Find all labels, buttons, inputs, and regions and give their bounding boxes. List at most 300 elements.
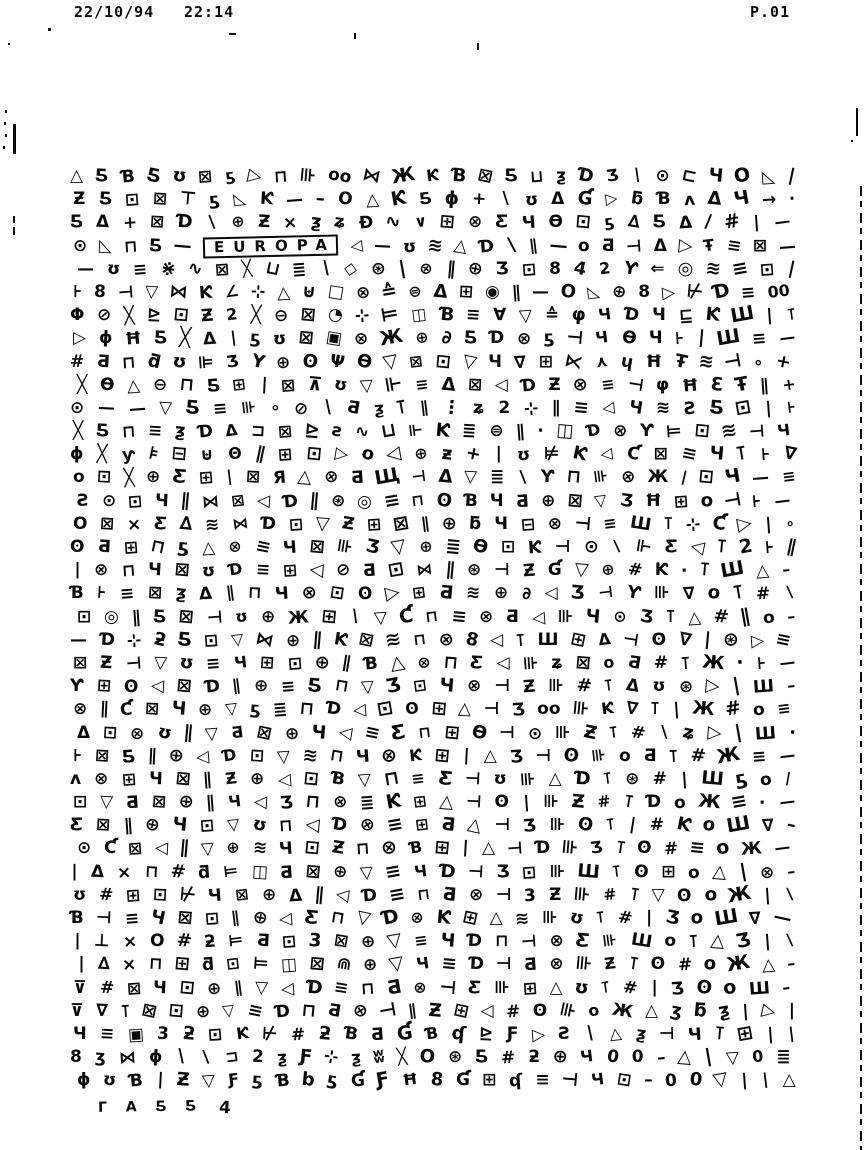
cipher-glyph: ⊞ xyxy=(482,1070,497,1091)
cipher-glyph: × xyxy=(121,954,138,976)
cipher-glyph: ∣ xyxy=(73,931,82,952)
cipher-glyph: 8 xyxy=(93,281,107,303)
cipher-glyph: ▷ xyxy=(531,1024,546,1046)
cipher-glyph: # xyxy=(616,907,634,929)
cipher-glyph: Ħ xyxy=(401,1070,419,1091)
cipher-glyph: ƺ xyxy=(276,1047,288,1069)
cipher-glyph: Ɗ xyxy=(646,792,662,813)
cipher-glyph: ≡ xyxy=(599,374,616,395)
cipher-glyph: — xyxy=(548,234,569,257)
cipher-glyph: 00 xyxy=(766,281,791,303)
cipher-glyph: b xyxy=(300,1069,316,1092)
cipher-glyph: ⊠ xyxy=(127,838,144,860)
cipher-glyph: ⊡ xyxy=(733,395,754,421)
cipher-glyph: ʊ xyxy=(171,164,188,188)
cipher-glyph: Ƶ xyxy=(330,837,346,860)
cipher-glyph: ≡ xyxy=(725,234,743,257)
cipher-glyph: ∣ xyxy=(224,467,235,488)
cipher-glyph: ⊠ xyxy=(178,605,196,628)
cipher-row xyxy=(70,162,799,189)
cipher-glyph: ⇐ xyxy=(650,258,665,279)
cipher-glyph: ⊡ xyxy=(434,350,452,373)
cipher-glyph: Ƌ xyxy=(601,235,615,256)
cipher-glyph: ⊞ xyxy=(411,583,427,604)
cipher-glyph: ʑ xyxy=(551,652,563,673)
cipher-glyph: Ƹ xyxy=(467,977,483,998)
cipher-glyph: ʘ xyxy=(70,537,85,557)
cipher-glyph: ƻ xyxy=(181,1022,196,1046)
cipher-glyph: ∇ xyxy=(682,583,696,605)
cipher-glyph: Ч xyxy=(274,583,290,605)
cipher-glyph: Ɗ xyxy=(176,210,194,234)
cipher-glyph: 3 xyxy=(523,885,537,907)
cipher-glyph: ⊣ xyxy=(117,282,135,304)
cipher-glyph: ∙ xyxy=(734,651,746,675)
cipher-glyph: ⊪ xyxy=(542,908,558,928)
cipher-glyph: Ɓ xyxy=(330,767,347,790)
cipher-glyph: × xyxy=(126,514,143,536)
cipher-glyph: Ƨ xyxy=(683,398,697,420)
cipher-glyph: ⊪ xyxy=(543,792,559,813)
cipher-glyph: ⊗ xyxy=(468,884,484,906)
cipher-glyph: Ƽ xyxy=(153,327,168,349)
cipher-glyph: ʊ xyxy=(234,606,249,627)
cipher-glyph: ƺ xyxy=(174,582,187,605)
cipher-glyph: Ɗ xyxy=(379,905,401,931)
cipher-glyph: Ч xyxy=(439,674,456,698)
cipher-glyph: ⊩ xyxy=(383,372,405,398)
cipher-glyph: — xyxy=(373,235,392,256)
cipher-glyph: ⊠ xyxy=(230,490,246,511)
cipher-glyph: ⊕ xyxy=(177,790,195,814)
cipher-glyph: ⋒ xyxy=(335,953,353,976)
cipher-glyph: ≡ xyxy=(280,676,297,698)
cipher-glyph: ∖ xyxy=(320,396,336,420)
cipher-row xyxy=(70,466,796,489)
cipher-glyph: ◁ xyxy=(531,607,546,628)
cipher-glyph: △ xyxy=(489,908,503,928)
cipher-glyph: ⋈ xyxy=(117,1047,137,1069)
cipher-glyph: Ж xyxy=(740,838,763,861)
cipher-glyph: Ƙ xyxy=(332,628,349,651)
cipher-glyph: # xyxy=(712,605,730,628)
cipher-glyph: Θ xyxy=(227,444,243,465)
cipher-glyph: ∣ xyxy=(494,444,503,465)
cipher-glyph: ∥ xyxy=(551,397,561,418)
cipher-glyph: ⊠ xyxy=(149,212,165,233)
cipher-glyph: – xyxy=(781,560,792,580)
cipher-glyph: ⊣ xyxy=(494,815,511,836)
scan-noise-bar xyxy=(13,216,15,223)
cipher-glyph: ⊦ xyxy=(764,537,775,559)
cipher-glyph: ≡ xyxy=(440,953,458,976)
cipher-glyph: Ɓ xyxy=(128,1070,144,1092)
cipher-glyph: ∖ xyxy=(783,583,797,604)
cipher-glyph: Ч xyxy=(488,351,502,372)
cipher-glyph: Ɓ xyxy=(656,189,671,210)
cipher-glyph: ≡ xyxy=(384,812,405,838)
cipher-glyph: Ч xyxy=(355,746,371,768)
cipher-glyph: Ħ xyxy=(645,351,663,372)
cipher-glyph: ∥ xyxy=(99,699,109,720)
cipher-glyph: ⊗ xyxy=(354,282,371,304)
cipher-glyph: △ xyxy=(126,375,142,397)
scan-noise-dot xyxy=(48,28,51,31)
cipher-glyph: Ƽ xyxy=(652,212,666,233)
cipher-glyph: Ж xyxy=(647,467,669,488)
cipher-glyph: ∥ xyxy=(738,604,753,629)
cipher-glyph: ⊞ xyxy=(277,444,294,466)
cipher-glyph: ∣ xyxy=(764,1024,775,1046)
cipher-glyph: ⊥ xyxy=(93,930,111,952)
cipher-glyph: ∥ xyxy=(182,721,194,744)
cipher-glyph: ≡ xyxy=(147,420,163,442)
cipher-glyph: ⊓ xyxy=(304,790,322,814)
cipher-glyph: ⊓ xyxy=(148,535,168,559)
cipher-glyph: ▷ xyxy=(246,164,264,188)
cipher-glyph: Ƹ xyxy=(575,929,592,953)
cipher-glyph: Ɗ xyxy=(573,767,592,791)
cipher-glyph: Ɗ xyxy=(330,814,349,837)
cipher-glyph: Δ xyxy=(77,722,91,743)
cipher-glyph: ʌ xyxy=(683,189,696,211)
cipher-glyph: ⊗ xyxy=(547,513,562,534)
cipher-glyph: Ч xyxy=(584,605,602,628)
cipher-glyph: ⊓ xyxy=(247,583,262,604)
cipher-glyph: O xyxy=(73,513,88,534)
cipher-glyph: Ч xyxy=(439,929,456,953)
cipher-glyph: Ч xyxy=(627,396,644,419)
cipher-glyph: ⊗ xyxy=(227,537,243,558)
cipher-glyph: ⊺ xyxy=(734,442,750,467)
cipher-row xyxy=(70,606,796,629)
cipher-glyph: ⊕ xyxy=(313,651,331,675)
cipher-glyph: ⊕ xyxy=(414,328,430,349)
cipher-glyph: o xyxy=(759,769,773,791)
cipher-glyph: ∣ xyxy=(626,814,639,836)
cipher-glyph: ╳ xyxy=(396,1047,409,1067)
cipher-glyph: ⊎ xyxy=(199,444,215,466)
cipher-glyph: ⊺ xyxy=(698,559,711,582)
cipher-row xyxy=(70,742,797,769)
cipher-glyph: ⊠ xyxy=(277,421,294,443)
cipher-glyph: × xyxy=(121,931,138,953)
cipher-glyph: ⊓ xyxy=(121,421,137,443)
cipher-glyph: ▷ xyxy=(706,721,723,744)
cipher-glyph: Ƽ xyxy=(152,606,167,627)
cipher-glyph: ⊗ xyxy=(379,835,399,861)
cipher-glyph: ⊕ xyxy=(494,583,509,604)
cipher-glyph: Δ xyxy=(90,861,106,882)
cipher-glyph: ⊠ xyxy=(467,374,483,396)
cipher-glyph: ⊡ xyxy=(328,582,346,605)
cipher-glyph: Ч xyxy=(731,186,751,212)
cipher-glyph: Ɛ xyxy=(710,373,725,396)
cipher-glyph: ⊓ xyxy=(360,978,376,1000)
cipher-glyph: ∣ xyxy=(695,327,707,350)
cipher-glyph: ⊹ xyxy=(685,514,701,536)
cipher-glyph: ▷ xyxy=(661,282,676,304)
cipher-glyph: ⋈ xyxy=(200,491,220,513)
cipher-glyph: Ж xyxy=(697,790,722,814)
cipher-glyph: 8 xyxy=(638,281,651,302)
cipher-glyph: ʑ xyxy=(332,211,348,234)
cipher-glyph: ◫ xyxy=(410,305,428,326)
cipher-glyph: + xyxy=(471,188,487,210)
cipher-glyph: 2 xyxy=(598,258,612,279)
cipher-glyph: Ч xyxy=(154,490,169,511)
cipher-row xyxy=(70,327,796,350)
cipher-glyph: ∕ xyxy=(680,468,688,489)
cipher-glyph: Ɗ xyxy=(260,513,277,535)
cipher-glyph: ∥ xyxy=(122,815,133,837)
cipher-glyph: — xyxy=(778,328,797,349)
cipher-glyph: Ƶ xyxy=(603,954,618,975)
cipher-glyph: ∖ xyxy=(347,605,363,628)
cipher-glyph: ⊡ xyxy=(375,696,396,722)
cipher-glyph: ∣ xyxy=(671,700,682,721)
cipher-glyph: Ƽ xyxy=(98,188,113,210)
cipher-glyph: Ɗ xyxy=(305,976,324,999)
cipher-glyph: Ɗ xyxy=(576,164,596,188)
cipher-glyph: ⊙ xyxy=(655,166,670,186)
cipher-glyph: 0 xyxy=(688,1069,704,1092)
cipher-glyph: ⊹ xyxy=(354,305,371,327)
cipher-glyph: ⊕ xyxy=(143,813,163,838)
cipher-glyph: ⊡ xyxy=(152,884,168,906)
cipher-row xyxy=(70,812,799,839)
cipher-glyph: ⊠ xyxy=(357,627,377,652)
cipher-glyph: Ʒ xyxy=(496,861,510,882)
cipher-row xyxy=(70,1069,796,1092)
cipher-glyph: Y xyxy=(249,349,267,374)
cipher-glyph: Ƽ xyxy=(307,674,323,698)
cipher-glyph: Ƙ xyxy=(425,166,440,187)
cipher-glyph: – xyxy=(785,814,799,837)
cipher-glyph: ⊕ xyxy=(261,884,277,906)
cipher-glyph: ʘ xyxy=(356,583,373,605)
scan-noise-dot xyxy=(5,134,7,137)
cipher-glyph: ʊ xyxy=(652,676,666,697)
cipher-glyph: Я xyxy=(272,468,287,489)
cipher-glyph: Ш xyxy=(576,859,601,884)
cipher-glyph: ⊕ xyxy=(466,256,486,281)
cipher-glyph: Ƽ xyxy=(148,235,163,256)
cipher-glyph: o xyxy=(687,862,701,884)
cipher-glyph: + xyxy=(121,212,138,234)
cipher-glyph: ⊕ xyxy=(229,212,246,233)
cipher-glyph: ⊫ xyxy=(197,351,215,374)
cipher-glyph: ⊕ xyxy=(599,560,616,581)
cipher-glyph: Δ xyxy=(597,629,612,650)
cipher-glyph: ∣ xyxy=(227,328,238,349)
cipher-glyph: Ƙ xyxy=(527,537,543,559)
cipher-glyph: Ɗ xyxy=(623,304,641,327)
cipher-row xyxy=(70,397,796,420)
cipher-glyph: ≡ xyxy=(465,304,481,326)
cipher-glyph: ▽ xyxy=(276,746,291,768)
cipher-glyph: ⊡ xyxy=(203,908,220,930)
cipher-glyph: ⊣ xyxy=(721,488,743,514)
cipher-glyph: Ƶ xyxy=(427,999,443,1022)
cipher-glyph: ⊪ xyxy=(557,998,578,1023)
cipher-glyph: ▽ xyxy=(359,375,375,397)
cipher-glyph: Ч xyxy=(708,442,726,466)
cipher-glyph: ◁ xyxy=(150,675,165,697)
cipher-glyph: Ж xyxy=(691,697,716,721)
cipher-glyph: ⊠ xyxy=(140,998,160,1023)
cipher-glyph: ∣ xyxy=(739,1071,750,1092)
cipher-glyph: # xyxy=(690,744,708,767)
cipher-glyph: ⊦ xyxy=(785,398,797,418)
cipher-glyph: ∣ xyxy=(740,1001,751,1023)
cipher-glyph: Ɓ xyxy=(450,164,467,188)
cipher-glyph: ≡ xyxy=(751,746,767,768)
cipher-glyph: Ƙ xyxy=(198,282,213,304)
cipher-glyph: Ƒ xyxy=(298,1045,313,1069)
cipher-glyph: ▽ xyxy=(229,629,245,650)
cipher-glyph: ⋇ xyxy=(158,256,178,281)
cipher-glyph: Ɓ xyxy=(275,1070,291,1092)
cipher-glyph: – xyxy=(786,954,797,975)
cipher-glyph: Ƶ xyxy=(224,768,238,789)
cipher-glyph: ≡ xyxy=(535,1070,550,1091)
cipher-glyph: ⊠ xyxy=(99,513,115,535)
cipher-glyph: ╳ xyxy=(77,374,88,395)
cipher-glyph: ∥ xyxy=(784,535,799,559)
cipher-glyph: ∥ xyxy=(178,837,190,860)
cipher-glyph: Ŧ xyxy=(672,349,689,374)
cipher-glyph: ∥ xyxy=(420,514,431,534)
cipher-glyph: ⊞ xyxy=(259,652,276,674)
cipher-glyph: Ж xyxy=(610,999,635,1023)
cipher-glyph: Ɓ xyxy=(120,166,136,188)
cipher-glyph: Ɗ xyxy=(197,421,214,443)
cipher-glyph: ⊗ xyxy=(322,466,340,489)
cipher-glyph: Ɵ xyxy=(548,212,563,233)
cipher-glyph: ⊣ xyxy=(410,467,427,488)
cipher-glyph: Ч xyxy=(579,1047,595,1068)
cipher-glyph: ⊛ xyxy=(677,676,694,698)
cipher-glyph: Ƈ xyxy=(711,512,727,536)
cipher-glyph: Ɓ xyxy=(463,490,479,511)
cipher-glyph: ◁ xyxy=(304,813,321,837)
cipher-glyph: ▷ xyxy=(677,234,694,257)
cipher-glyph: ɥ xyxy=(619,350,635,373)
cipher-glyph: ʊ xyxy=(516,444,531,466)
cipher-glyph: ⊼ xyxy=(306,373,324,396)
cipher-glyph: ƺ xyxy=(173,419,187,443)
cipher-glyph: ⊛ xyxy=(623,767,642,790)
cipher-glyph: ⊞ xyxy=(451,998,471,1023)
cipher-glyph: Ɗ xyxy=(489,328,505,349)
cipher-glyph: Ƶ xyxy=(257,212,271,233)
cipher-glyph: ʊ xyxy=(573,976,590,999)
cipher-glyph: ∣ xyxy=(762,885,773,907)
cipher-glyph: Ƶ xyxy=(175,1069,191,1092)
cipher-glyph: ⊺ xyxy=(600,977,612,998)
cipher-glyph: ⊓ xyxy=(417,722,433,743)
cipher-glyph: Ƹ xyxy=(303,906,320,930)
cipher-glyph: ⊓ xyxy=(565,466,582,489)
cipher-glyph: ⊪ xyxy=(561,837,580,860)
cipher-glyph: ⋏ xyxy=(594,351,610,372)
cipher-glyph: ⊡ xyxy=(207,1024,223,1046)
cipher-glyph: ∣ xyxy=(764,305,775,327)
cipher-glyph: ⊗ xyxy=(759,862,776,884)
cipher-row xyxy=(70,374,796,397)
cipher-glyph: — xyxy=(285,189,304,211)
cipher-glyph: ⊣ xyxy=(467,861,485,883)
cipher-glyph: ∥ xyxy=(311,628,323,651)
cipher-glyph: Ʒ xyxy=(384,673,403,699)
cipher-glyph: ⊺ xyxy=(785,305,797,325)
cipher-glyph: Ɗ xyxy=(324,698,343,721)
cipher-glyph: ▽ xyxy=(254,977,269,998)
cipher-glyph: Ч xyxy=(152,977,168,998)
cipher-glyph: ∣ xyxy=(155,1070,165,1091)
cipher-glyph: ⊠ xyxy=(752,235,768,256)
cipher-glyph: ⊞ xyxy=(412,792,428,813)
cipher-glyph: Ж xyxy=(378,325,406,352)
cipher-glyph: Ʒ xyxy=(569,582,586,605)
cipher-glyph: Ʒ xyxy=(638,605,655,628)
cipher-glyph: Ƌ xyxy=(515,491,530,513)
cipher-glyph: ʠ xyxy=(508,1070,524,1092)
cipher-glyph: ≋ xyxy=(514,908,531,930)
cipher-glyph: ⊞ xyxy=(198,467,214,489)
cipher-glyph: ◁ xyxy=(496,652,510,673)
cipher-glyph: ⊪ xyxy=(574,952,594,976)
cipher-glyph: ⊔ xyxy=(379,418,399,444)
cipher-glyph: ⊧ xyxy=(146,442,161,466)
cipher-glyph: ⊡ xyxy=(281,931,298,953)
cipher-glyph: ⊣ xyxy=(95,907,113,929)
cipher-glyph: Ƽ xyxy=(475,1047,489,1068)
cipher-glyph: ⊡ xyxy=(288,514,305,536)
cipher-glyph: △ xyxy=(709,929,726,953)
cipher-glyph: ∥ xyxy=(202,769,213,791)
cipher-glyph: ⊗ xyxy=(93,768,110,790)
cipher-glyph: Ч xyxy=(170,697,188,721)
cipher-glyph: ⊡ xyxy=(287,653,303,675)
cipher-glyph: △ xyxy=(676,1045,693,1069)
cipher-glyph: ∣ xyxy=(679,769,690,791)
cipher-glyph: ⊣ xyxy=(722,348,744,374)
cipher-glyph: △ xyxy=(761,954,776,976)
cipher-glyph: ∥ xyxy=(224,583,235,604)
cipher-glyph: ⊪ xyxy=(592,467,609,488)
cipher-glyph: ∣ xyxy=(70,861,79,882)
cipher-glyph: ⊓ xyxy=(178,373,196,396)
cipher-glyph: ⊞ xyxy=(173,953,191,976)
cipher-glyph: ⊣ xyxy=(560,1068,580,1092)
cipher-glyph: ∥ xyxy=(179,489,191,512)
cipher-glyph: ∖ xyxy=(658,722,671,743)
cipher-glyph: ƽ xyxy=(251,1070,264,1091)
cipher-glyph: Ƽ xyxy=(504,166,518,186)
cipher-glyph: ◁ xyxy=(337,721,354,744)
cipher-glyph: ⊓ xyxy=(278,815,294,837)
cipher-glyph: Ƙ xyxy=(674,813,693,837)
cipher-glyph: 0 xyxy=(664,1070,678,1092)
cipher-glyph: 2 xyxy=(251,1046,265,1068)
cipher-glyph: ⊠ xyxy=(214,259,231,281)
cipher-glyph: ⊺ xyxy=(663,513,674,534)
cipher-glyph: Ʒ xyxy=(511,699,526,721)
cipher-glyph: Ɵ xyxy=(354,349,374,374)
cipher-glyph: ╳ xyxy=(123,468,135,489)
